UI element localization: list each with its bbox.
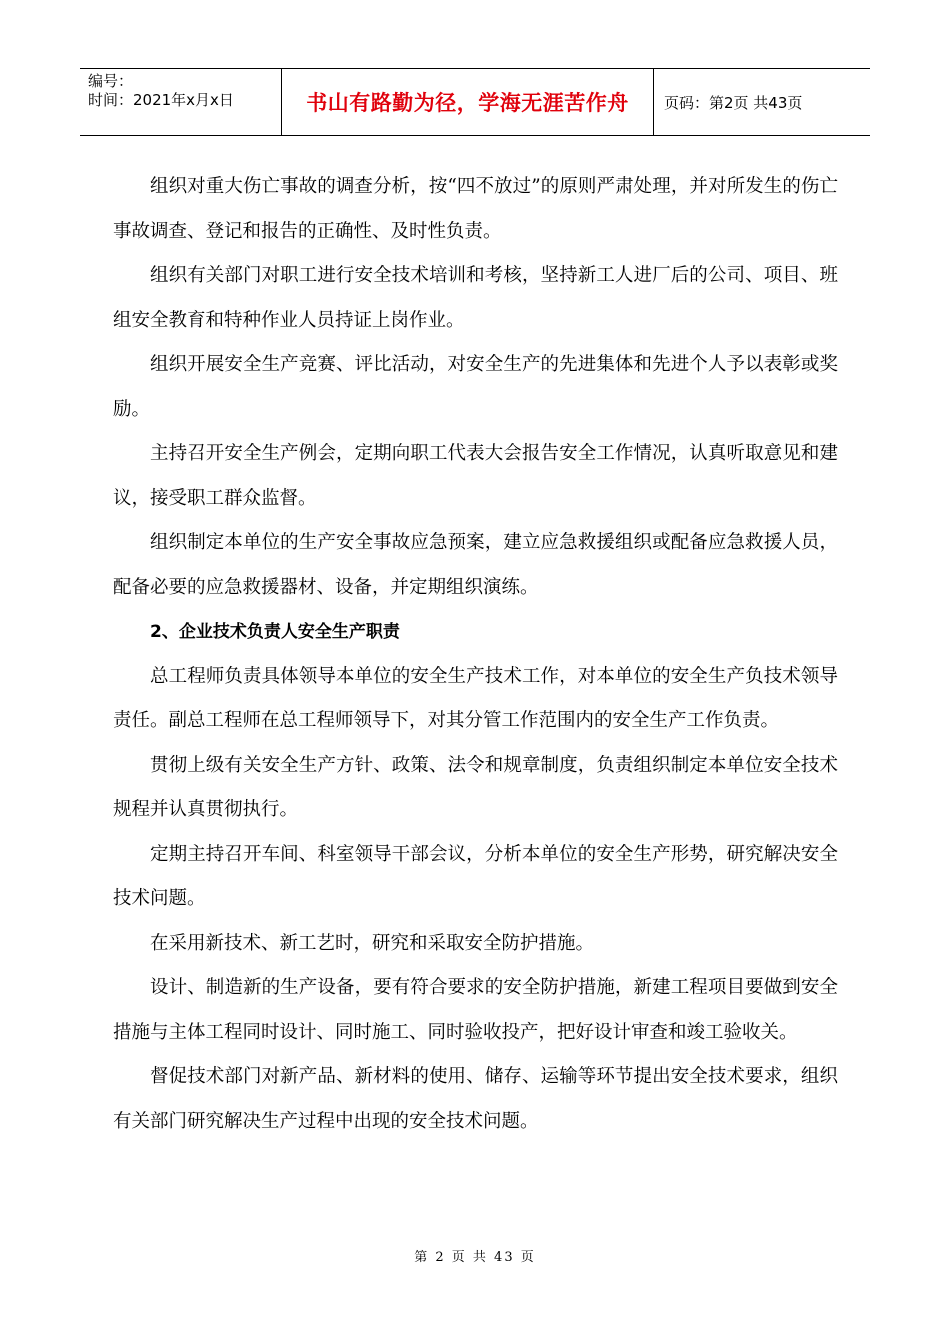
- header-motto: 书山有路勤为径，学海无涯苦作舟: [282, 69, 654, 135]
- section-heading: 2、企业技术负责人安全生产职责: [150, 622, 400, 642]
- paragraph: 定期主持召开车间、科室领导干部会议，分析本单位的安全生产形势，研究解决安全技术问题。: [113, 843, 838, 909]
- paragraph: 组织制定本单位的生产安全事故应急预案，建立应急救援组织或配备应急救援人员，配备必要的应急救援器材、设备，并定期组织演练。: [113, 532, 838, 598]
- paragraph: 贯彻上级有关安全生产方针、政策、法令和规章制度，负责组织制定本单位安全技术规程并认真贯彻执行。: [113, 754, 838, 820]
- page-footer: 第 2 页 共 43 页: [414, 1250, 536, 1265]
- paragraph: 组织对重大伤亡事故的调查分析，按“四不放过”的原则严肃处理，并对所发生的伤亡事故调查、登记和报告的正确性、及时性负责。: [113, 176, 838, 242]
- page-header: [80, 68, 870, 136]
- header-page-label: 页码：第2页 共43页: [664, 93, 803, 112]
- header-meta: [80, 69, 282, 135]
- document-body: [113, 165, 838, 1144]
- paragraph: 主持召开安全生产例会，定期向职工代表大会报告安全工作情况，认真听取意见和建议，接受职工群众监督。: [113, 443, 838, 509]
- paragraph: 总工程师负责具体领导本单位的安全生产技术工作，对本单位的安全生产负技术领导责任。副总工程师在总工程师领导下，对其分管工作范围内的安全生产工作负责。: [113, 665, 838, 731]
- paragraph: 设计、制造新的生产设备，要有符合要求的安全防护措施，新建工程项目要做到安全措施与主体工程同时设计、同时施工、同时验收投产，把好设计审查和竣工验收关。: [113, 977, 838, 1043]
- document-time-label: 时间：2021年x月x日: [88, 91, 234, 109]
- document-number-label: 编号：: [88, 72, 134, 90]
- paragraph: 组织开展安全生产竞赛、评比活动，对安全生产的先进集体和先进个人予以表彰或奖励。: [113, 354, 838, 420]
- paragraph: 在采用新技术、新工艺时，研究和采取安全防护措施。: [150, 932, 595, 954]
- paragraph: 督促技术部门对新产品、新材料的使用、储存、运输等环节提出安全技术要求，组织有关部门研究解决生产过程中出现的安全技术问题。: [113, 1066, 838, 1132]
- paragraph: 组织有关部门对职工进行安全技术培训和考核，坚持新工人进厂后的公司、项目、班组安全教育和特种作业人员持证上岗作业。: [113, 265, 838, 331]
